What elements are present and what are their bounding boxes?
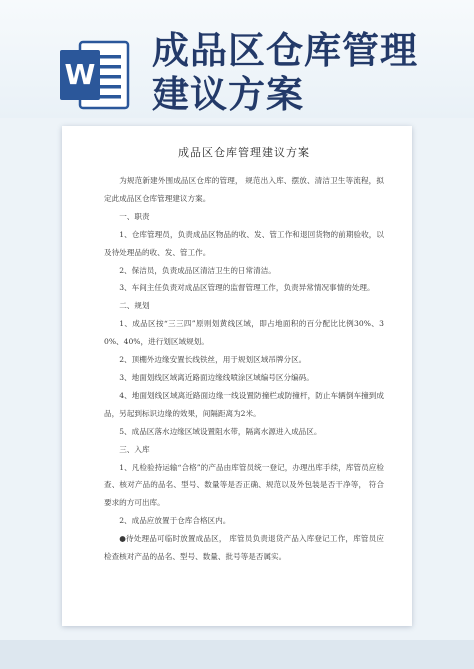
svg-text:W: W: [64, 58, 96, 91]
footer-strip: [0, 640, 474, 669]
document-body: [104, 144, 384, 566]
document-page: [62, 126, 412, 626]
banner-title: 成品区仓库管理建议方案: [152, 29, 418, 116]
paragraph: ●待处理品可临时放置成品区， 库管员负责退货产品入库登记工作，库管员应检查核对产品的品名、型号、数量、批号等是否属实。: [104, 534, 384, 562]
paragraph: 1、仓库管理员，负责成品区物品的收、发、管工作和退回货物的前期验收，以及待处理品的收、发、管工作。: [104, 229, 384, 257]
paragraph: 3、车间主任负责对成品区管理的监督管理工作，负责异常情况事情的处理。: [119, 283, 375, 293]
document-title: 成品区仓库管理建议方案: [178, 146, 310, 159]
paragraph: 1、凡检验持运输“合格”的产品由库管员统一登记，办理出库手续，库管员应检查、核对产品的品名、型号、数量等是否正确、规范以及外包装是否干净等， 符合要求的方可出库。: [104, 462, 384, 508]
word-document-icon: [58, 38, 132, 112]
paragraph: 为规范新建外围成品区仓库的管理， 规范出入库、摆放、清洁卫生等流程，拟定此成品区仓库管理建议方案。: [104, 176, 384, 203]
section-heading: 一、职责: [119, 211, 150, 221]
section-heading: 二、规划: [119, 301, 150, 311]
paragraph: 5、成品区落水边缘区域设置阻水带，隔离水源进入成品区。: [119, 426, 322, 436]
paragraph: 2、顶棚外边缘安置长线铁丝，用于规划区域吊牌分区。: [119, 355, 307, 365]
paragraph: 2、保洁员，负责成品区清洁卫生的日常清洁。: [119, 265, 276, 275]
banner: [0, 0, 474, 118]
section-heading: 三、入库: [119, 444, 150, 454]
paragraph: 2、成品应放置于仓库合格区内。: [119, 516, 231, 526]
paragraph: 4、地面划线区域离近路面边缘一线设置防撞栏或防撞杆，防止车辆倒车撞到成品，另起到标识边缘的效果，间隔距离为2米。: [104, 390, 384, 418]
paragraph: 3、地面划线区域离近路面边缘线喷涂区域编号区分编码。: [119, 372, 314, 382]
paragraph: 1、成品区按“三三四”原则划黄线区域，即占地面积的百分配比比例30%、30%、40%，进行划区域规划。: [104, 319, 384, 347]
